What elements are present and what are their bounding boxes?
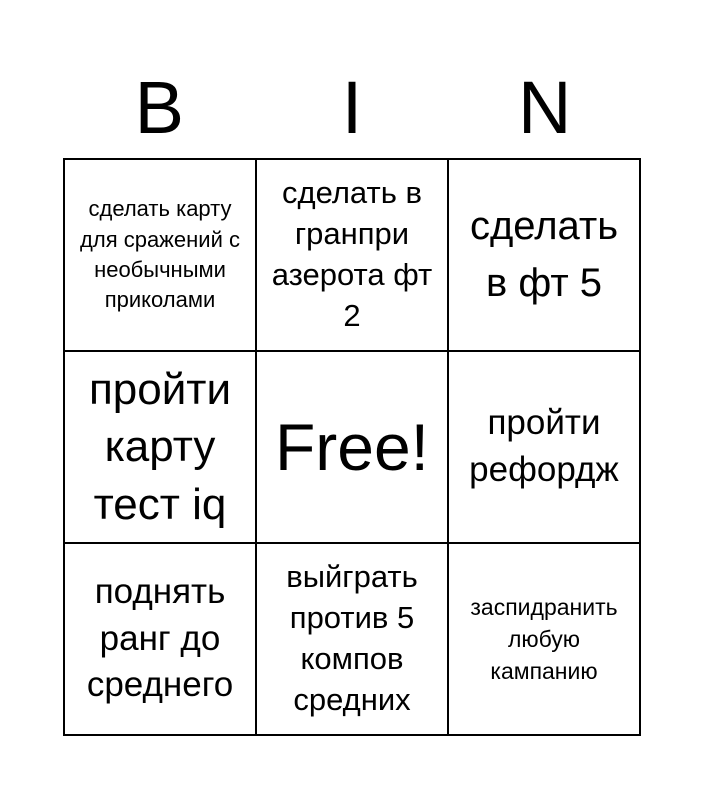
bingo-cell-2-1[interactable]: [65, 352, 257, 544]
header-letter-i: I: [341, 66, 363, 149]
bingo-cell-text: пройти рефордж: [469, 403, 619, 489]
bingo-cell-3-3[interactable]: [449, 544, 641, 736]
bingo-header: [63, 60, 641, 156]
bingo-cell-3-1[interactable]: [65, 544, 257, 736]
bingo-cell-text: сделать в фт 5: [469, 204, 619, 305]
header-letter-b: B: [134, 66, 185, 149]
bingo-cell-3-2[interactable]: [257, 544, 449, 736]
bingo-cell-1-1[interactable]: [65, 160, 257, 352]
bingo-cell-2-3[interactable]: [449, 352, 641, 544]
bingo-cell-text: пройти карту тест iq: [88, 365, 232, 529]
header-letter-n: N: [517, 66, 572, 149]
bingo-cell-text: сделать карту для сражений с необычными приколами: [80, 196, 240, 313]
bingo-cell-text: заспидранить любую кампанию: [470, 593, 618, 685]
bingo-cell-1-2[interactable]: [257, 160, 449, 352]
bingo-cell-text: сделать в гранпри азерота фт 2: [271, 175, 433, 333]
free-space[interactable]: [257, 352, 449, 544]
bingo-board: [63, 158, 641, 736]
bingo-cell-text: поднять ранг до среднего: [86, 572, 234, 705]
bingo-cell-text: выйграть против 5 компов средних: [286, 559, 418, 717]
bingo-cell-1-3[interactable]: [449, 160, 641, 352]
free-space-label: Free!: [274, 410, 430, 484]
